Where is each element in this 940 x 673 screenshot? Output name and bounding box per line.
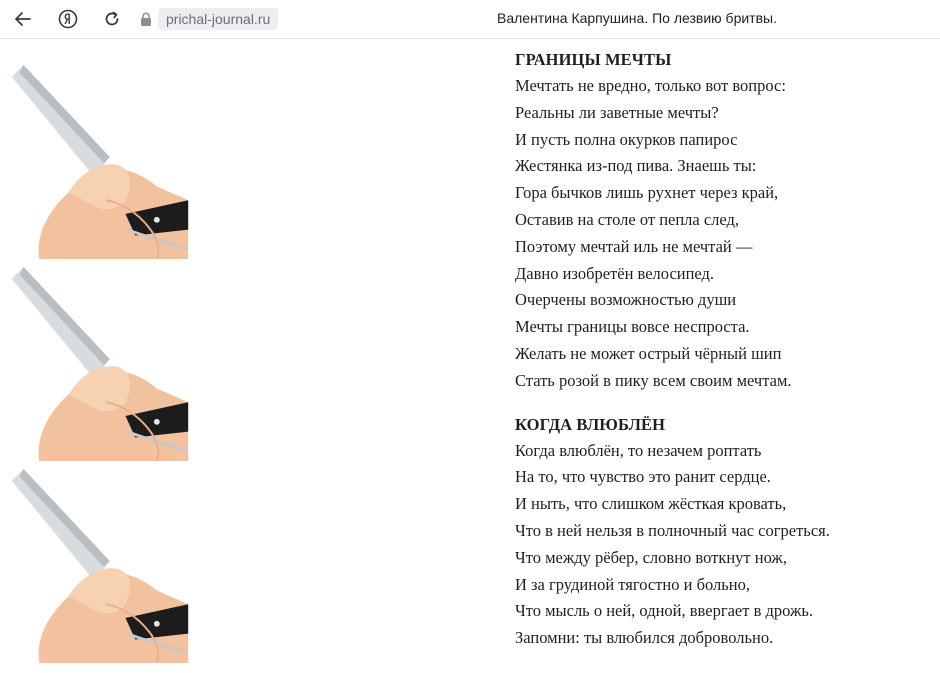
poem-line: Давно изобретён велосипед. — [515, 263, 715, 283]
poem-line: И пусть полна окурков папирос — [515, 129, 738, 149]
poem-line: Гора бычков лишь рухнет через край, — [515, 183, 779, 203]
reload-icon — [103, 10, 121, 28]
lock-icon — [140, 12, 152, 26]
poem-line: Стать розой в пику всем своим мечтам. — [515, 370, 792, 390]
poem-line: И за грудиной тягостно и больно, — [515, 574, 750, 594]
poem-line: Когда влюблён, то незачем роптать — [515, 440, 762, 460]
poem-line: Что мысль о ней, одной, ввергает в дрожь. — [515, 601, 814, 621]
poem-line: Желать не может острый чёрный шип — [515, 343, 782, 363]
poem-line: Жестянка из-под пива. Знаешь ты: — [515, 156, 757, 176]
poem-line: Реальны ли заветные мечты? — [515, 102, 719, 122]
straight-razor-in-hand-icon — [8, 265, 190, 461]
poem-line: И ныть, что слишком жёсткая кровать, — [515, 494, 787, 514]
page-title: Валентина Карпушина. По лезвию бритвы. — [497, 10, 777, 26]
poem-line: Очерчены возможностью души — [515, 290, 737, 310]
poem-title: КОГДА ВЛЮБЛЁН — [515, 414, 666, 434]
poem-line: Что в ней нельзя в полночный час согреться. — [515, 520, 830, 540]
straight-razor-in-hand-icon — [8, 39, 190, 56]
back-button[interactable] — [8, 4, 38, 34]
yandex-button[interactable] — [53, 4, 83, 34]
poem-line: Что между рёбер, словно воткнут нож, — [515, 547, 787, 567]
poem — [515, 412, 935, 652]
poem-title: ГРАНИЦЫ МЕЧТЫ — [515, 50, 672, 69]
poems-column — [515, 47, 935, 652]
straight-razor-in-hand-icon — [8, 467, 190, 663]
browser-toolbar — [0, 0, 940, 39]
poem-line: На то, что чувство это ранит сердце. — [515, 467, 771, 487]
poem-line: Запомни: ты влюбился добровольно. — [515, 628, 774, 648]
poem-line: Мечтать не вредно, только вот вопрос: — [515, 76, 786, 95]
poem — [515, 47, 935, 395]
straight-razor-in-hand-icon — [8, 63, 190, 259]
page-content — [0, 39, 940, 673]
url-text[interactable]: prichal-journal.ru — [158, 8, 278, 30]
reload-button[interactable] — [97, 4, 127, 34]
poem-line: Поэтому мечтай иль не мечтай — — [515, 236, 753, 256]
poem-line: Оставив на столе от пепла след, — [515, 209, 740, 229]
poem-line: Мечты границы вовсе неспроста. — [515, 317, 750, 337]
arrow-left-icon — [14, 10, 32, 28]
address-bar[interactable] — [140, 6, 278, 32]
yandex-logo-icon — [58, 9, 78, 29]
